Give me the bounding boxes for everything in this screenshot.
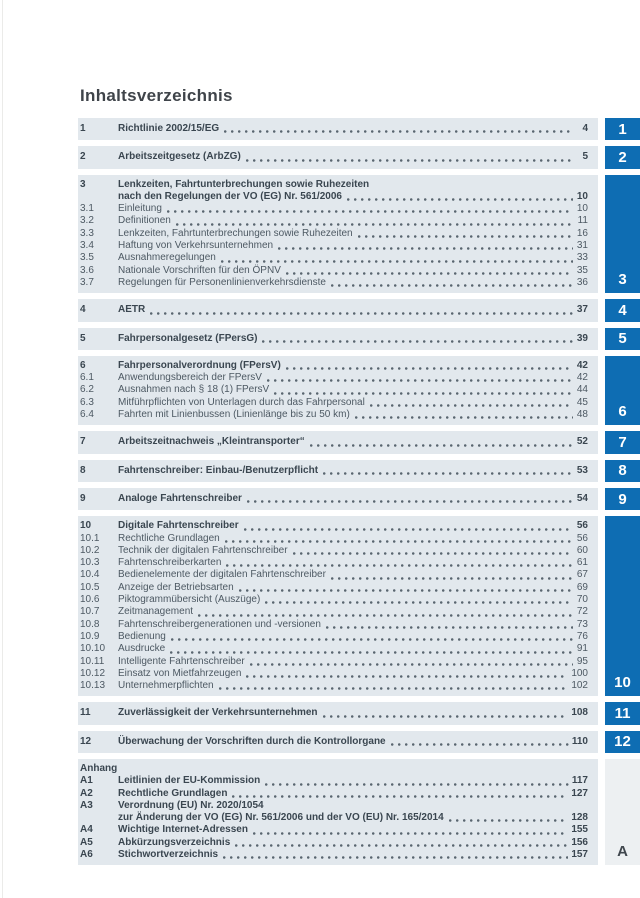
entry-page-number: 52 (576, 436, 588, 448)
toc-entry (80, 545, 588, 557)
entry-page-number: 10 (576, 203, 588, 215)
entry-page-number: 5 (582, 151, 588, 163)
dot-leader (265, 601, 573, 604)
entry-page-number: 69 (576, 581, 588, 593)
entry-number: A6 (80, 849, 93, 861)
side-index-tab-A (605, 759, 640, 865)
entry-label: Ausnahmen nach § 18 (1) FPersV (118, 384, 270, 396)
entry-label: nach den Regelungen der VO (EG) Nr. 561/2006 (118, 190, 342, 202)
entry-number: A2 (80, 787, 93, 799)
entry-number: A4 (80, 824, 93, 836)
dot-leader (176, 223, 573, 226)
entry-page-number: 91 (576, 643, 588, 655)
entry-number: 8 (80, 464, 86, 476)
entry-number: 10.10 (80, 643, 106, 655)
entry-label: Leitlinien der EU-Kommission (118, 775, 261, 787)
entry-label: Bedienelemente der digitalen Fahrtenschreiber (118, 569, 326, 581)
toc-entry (80, 240, 588, 252)
toc-section (78, 460, 640, 482)
toc-content (78, 86, 640, 871)
entry-page-number: 54 (576, 492, 588, 504)
scan-edge-artifact (2, 0, 3, 898)
toc-entry (80, 557, 588, 569)
entry-page-number: 36 (576, 276, 588, 288)
entry-number: 6.3 (80, 396, 94, 408)
entry-number: 3 (80, 178, 86, 190)
side-tab-label: 3 (618, 271, 627, 289)
entry-label: Piktogrammübersicht (Auszüge) (118, 594, 261, 606)
toc-section (78, 702, 640, 724)
entry-page-number: 108 (571, 707, 588, 719)
dot-leader (347, 198, 573, 201)
dot-leader (226, 564, 573, 567)
entry-number: 3.3 (80, 227, 94, 239)
side-tab-label: 11 (614, 705, 631, 723)
entry-page-number: 110 (571, 735, 588, 747)
dot-leader (449, 819, 569, 822)
toc-entry (80, 304, 588, 316)
toc-entry (80, 409, 588, 421)
dot-leader (219, 687, 569, 690)
dot-leader (246, 159, 573, 162)
side-index-tab-2 (605, 146, 640, 168)
side-index-tab-6 (605, 356, 640, 425)
dot-leader (286, 272, 573, 275)
dot-leader (150, 312, 573, 315)
entry-page-number: 4 (582, 123, 588, 134)
side-tab-label: 1 (618, 120, 627, 138)
toc-section-band (78, 356, 598, 425)
toc-entry (80, 123, 588, 135)
entry-number: 10.13 (80, 680, 106, 692)
toc-section (78, 118, 640, 140)
toc-entry (80, 360, 588, 372)
dot-leader (323, 715, 569, 718)
entry-number: A1 (80, 775, 93, 787)
side-index-tab-9 (605, 488, 640, 510)
side-tab-label: 7 (618, 433, 627, 451)
entry-number: 6.4 (80, 409, 94, 421)
side-index-tab-4 (605, 299, 640, 321)
side-index-tab-5 (605, 328, 640, 350)
toc-entry (80, 849, 588, 861)
entry-page-number: 127 (571, 787, 588, 799)
entry-label: Arbeitszeitgesetz (ArbZG) (118, 151, 241, 163)
toc-entry (80, 656, 588, 668)
entry-number: 10.12 (80, 667, 106, 679)
dot-leader (286, 367, 573, 370)
entry-page-number: 100 (571, 667, 588, 679)
toc-entry (80, 707, 588, 719)
entry-label: Zeitmanagement (118, 606, 194, 618)
toc-entry (80, 643, 588, 655)
entry-page-number: 48 (576, 409, 588, 421)
entry-number: 10.4 (80, 569, 100, 581)
toc-entry (80, 333, 588, 345)
entry-label: Einleitung (118, 203, 162, 215)
toc-section (78, 356, 640, 425)
toc-entry (80, 203, 588, 215)
dot-leader (235, 844, 568, 847)
entry-number: 10.6 (80, 594, 100, 606)
side-tab-label: 5 (618, 330, 627, 348)
dot-leader (253, 832, 568, 835)
entry-page-number: 72 (576, 606, 588, 618)
dot-leader (331, 284, 573, 287)
toc-section-band (78, 702, 598, 724)
dot-leader (358, 235, 573, 238)
toc-entry (80, 619, 588, 631)
dot-leader (167, 210, 573, 213)
toc-entry (80, 788, 588, 800)
entry-label: Definitionen (118, 215, 171, 227)
page-title: Inhaltsverzeichnis (80, 86, 233, 105)
toc-entry (80, 252, 588, 264)
dot-leader (391, 743, 569, 746)
toc-entry (80, 582, 588, 594)
toc-entry (80, 775, 588, 787)
entry-page-number: 39 (576, 332, 588, 344)
toc-section-band (78, 146, 598, 168)
dot-leader (267, 379, 573, 382)
entry-number: 3.7 (80, 276, 94, 288)
dot-leader (278, 247, 573, 250)
dot-leader (274, 392, 573, 395)
entry-number: 3.2 (80, 215, 94, 227)
toc-entry (80, 397, 588, 409)
entry-label: Lenkzeiten, Fahrtunterbrechungen sowie Ruhezeiten (118, 178, 370, 190)
toc-entry (80, 606, 588, 618)
entry-label: Überwachung der Vorschriften durch die Kontrollorgane (118, 735, 386, 747)
side-index-tab-8 (605, 460, 640, 482)
entry-page-number: 42 (576, 372, 588, 384)
dot-leader (223, 856, 568, 859)
entry-label: Richtlinie 2002/15/EG (118, 123, 220, 134)
toc-entry (80, 569, 588, 581)
entry-label: Einsatz von Mietfahrzeugen (118, 667, 242, 679)
entry-page-number: 44 (576, 384, 588, 396)
entry-page-number: 157 (571, 849, 588, 861)
toc-entry (80, 384, 588, 396)
entry-label: Intelligente Fahrtenschreiber (118, 655, 245, 667)
entry-number: A3 (80, 799, 93, 811)
entry-number: 3.5 (80, 252, 94, 264)
toc-entry (80, 265, 588, 277)
entry-label: Ausnahmeregelungen (118, 252, 216, 264)
entry-page-number: 10 (576, 190, 588, 202)
toc-entry (80, 151, 588, 163)
toc-section (78, 731, 640, 753)
dot-leader (221, 260, 573, 263)
entry-number: 10.5 (80, 581, 100, 593)
entry-page-number: 61 (576, 557, 588, 569)
entry-label: Fahrtenschreiberkarten (118, 557, 222, 569)
side-index-tab-7 (605, 431, 640, 453)
dot-leader (323, 472, 573, 475)
entry-label: Arbeitszeitnachweis „Kleintransporter“ (118, 436, 305, 448)
toc-section-band (78, 299, 598, 321)
side-index-tab-12 (605, 731, 640, 753)
toc-section (78, 516, 640, 696)
entry-number: 10.2 (80, 544, 100, 556)
dot-leader (225, 540, 573, 543)
entry-number: 6.2 (80, 384, 94, 396)
dot-leader (250, 663, 573, 666)
entry-page-number: 11 (577, 215, 588, 227)
side-index-tab-3 (605, 175, 640, 294)
entry-number: 6.1 (80, 372, 94, 384)
entry-label: Abkürzungsverzeichnis (118, 836, 231, 848)
toc-entry (80, 763, 588, 775)
entry-number: 7 (80, 436, 86, 448)
entry-label: Stichwortverzeichnis (118, 849, 219, 861)
entry-number: 10.11 (80, 655, 105, 667)
entry-label: Fahrtenschreibergenerationen und -versionen (118, 618, 321, 630)
toc-entry (80, 668, 588, 680)
toc-section (78, 431, 640, 453)
entry-number: 12 (80, 735, 92, 747)
toc-section (78, 759, 640, 865)
entry-label: Fahrpersonalgesetz (FPersG) (118, 332, 258, 344)
toc-section (78, 328, 640, 350)
toc-entry (80, 520, 588, 532)
toc-entry (80, 191, 588, 203)
toc-entry (80, 824, 588, 836)
side-index-tab-11 (605, 702, 640, 724)
toc-entry (80, 493, 588, 505)
side-tab-label: 4 (618, 301, 627, 319)
entry-label: Rechtliche Grundlagen (118, 787, 228, 799)
toc-entry (80, 594, 588, 606)
entry-number: 10.8 (80, 618, 100, 630)
side-tab-label: 9 (618, 490, 627, 508)
entry-label: AETR (118, 304, 146, 316)
dot-leader (247, 500, 573, 503)
entry-label: Rechtliche Grundlagen (118, 532, 220, 544)
entry-page-number: 45 (576, 396, 588, 408)
dot-leader (198, 614, 573, 617)
entry-label: zur Änderung der VO (EG) Nr. 561/2006 und der VO (EU) Nr. 165/2014 (118, 812, 444, 824)
entry-label: Anwendungsbereich der FPersV (118, 372, 262, 384)
entry-label: Anhang (80, 762, 118, 774)
toc-section-band (78, 118, 598, 140)
dot-leader (246, 675, 568, 678)
dot-leader (265, 783, 569, 786)
entry-page-number: 73 (576, 618, 588, 630)
entry-number: 10.1 (80, 532, 100, 544)
toc-entry (80, 436, 588, 448)
entry-page-number: 42 (576, 359, 588, 371)
toc-section-band (78, 488, 598, 510)
toc-section (78, 299, 640, 321)
toc-section-band (78, 431, 598, 453)
entry-label: Fahrtenschreiber: Einbau-/Benutzerpflicht (118, 464, 319, 476)
toc-section (78, 488, 640, 510)
entry-number: 3.1 (80, 203, 94, 215)
entry-page-number: 128 (571, 812, 588, 824)
entry-number: 3.6 (80, 264, 94, 276)
entry-label: Analoge Fahrtenschreiber (118, 492, 242, 504)
dot-leader (355, 416, 573, 419)
side-tab-label: 2 (618, 148, 627, 166)
entry-number: 3.4 (80, 240, 94, 252)
entry-label: Bedienung (118, 630, 166, 642)
entry-label: Mitführpflichten von Unterlagen durch das Fahrpersonal (118, 396, 365, 408)
entry-page-number: 117 (571, 775, 588, 787)
entry-label: Nationale Vorschriften für den ÖPNV (118, 264, 281, 276)
dot-leader (310, 444, 573, 447)
toc-entry (80, 228, 588, 240)
entry-label: Fahrten mit Linienbussen (Linienlänge bis zu 50 km) (118, 409, 350, 421)
dot-leader (239, 589, 573, 592)
dot-leader (293, 552, 573, 555)
toc-section (78, 146, 640, 168)
toc-section-band (78, 175, 598, 294)
toc-section (78, 175, 640, 294)
entry-page-number: 95 (576, 655, 588, 667)
toc-entry (80, 533, 588, 545)
toc-entry (80, 800, 588, 812)
side-tab-label: 8 (618, 462, 627, 480)
dot-leader (170, 651, 573, 654)
toc-entry (80, 215, 588, 227)
dot-leader (262, 340, 573, 343)
entry-page-number: 37 (576, 304, 588, 316)
entry-number: 2 (80, 151, 86, 163)
entry-page-number: 33 (576, 252, 588, 264)
toc-entry (80, 179, 588, 191)
entry-label: Zuverlässigkeit der Verkehrsunternehmen (118, 707, 318, 719)
side-index-tab-10 (605, 516, 640, 696)
entry-page-number: 53 (576, 464, 588, 476)
entry-number: 4 (80, 304, 86, 316)
entry-label: Fahrpersonalverordnung (FPersV) (118, 359, 281, 371)
entry-number: 10.7 (80, 606, 100, 618)
entry-number: 11 (80, 707, 91, 719)
toc-entry (80, 812, 588, 824)
dot-leader (244, 528, 573, 531)
dot-leader (171, 638, 573, 641)
entry-label: Unternehmerpflichten (118, 680, 214, 692)
dot-leader (232, 795, 568, 798)
toc-section-band (78, 759, 598, 865)
entry-number: 5 (80, 332, 86, 344)
entry-label: Digitale Fahrtenschreiber (118, 520, 239, 532)
toc-list (78, 118, 640, 865)
entry-page-number: 31 (576, 240, 588, 252)
dot-leader (331, 577, 573, 580)
entry-number: 1 (80, 123, 86, 134)
entry-page-number: 60 (576, 544, 588, 556)
entry-label: Wichtige Internet-Adressen (118, 824, 248, 836)
toc-section-band (78, 731, 598, 753)
toc-entry (80, 631, 588, 643)
toc-entry (80, 465, 588, 477)
entry-label: Lenkzeiten, Fahrtunterbrechungen sowie Ruhezeiten (118, 227, 353, 239)
entry-number: 6 (80, 359, 86, 371)
entry-label: Ausdrucke (118, 643, 166, 655)
entry-label: Verordnung (EU) Nr. 2020/1054 (118, 799, 264, 811)
side-tab-label: A (617, 843, 628, 861)
toc-section-band (78, 516, 598, 696)
entry-label: Regelungen für Personenlinienverkehrsdienste (118, 276, 326, 288)
entry-page-number: 102 (571, 680, 588, 692)
toc-entry (80, 736, 588, 748)
dot-leader (326, 626, 573, 629)
entry-number: 10 (80, 520, 92, 532)
entry-page-number: 67 (576, 569, 588, 581)
entry-page-number: 56 (576, 532, 588, 544)
entry-number: 10.3 (80, 557, 100, 569)
toc-entry (80, 372, 588, 384)
entry-page-number: 76 (576, 630, 588, 642)
side-tab-label: 12 (614, 733, 631, 751)
toc-entry (80, 277, 588, 289)
entry-label: Technik der digitalen Fahrtenschreiber (118, 544, 288, 556)
toc-section-band (78, 460, 598, 482)
entry-number: A5 (80, 836, 93, 848)
side-tab-label: 6 (618, 403, 627, 421)
entry-page-number: 70 (576, 594, 588, 606)
toc-section-band (78, 328, 598, 350)
entry-label: Haftung von Verkehrsunternehmen (118, 240, 274, 252)
entry-page-number: 35 (576, 264, 588, 276)
entry-number: 9 (80, 492, 86, 504)
entry-page-number: 156 (571, 836, 588, 848)
entry-number: 10.9 (80, 630, 100, 642)
entry-label: Anzeige der Betriebsarten (118, 581, 234, 593)
side-tab-label: 10 (614, 674, 631, 692)
dot-leader (224, 130, 573, 133)
dot-leader (370, 404, 573, 407)
toc-entry (80, 680, 588, 692)
entry-page-number: 56 (576, 520, 588, 532)
entry-page-number: 155 (571, 824, 588, 836)
side-index-tab-1 (605, 118, 640, 140)
entry-page-number: 16 (576, 227, 588, 239)
toc-entry (80, 837, 588, 849)
